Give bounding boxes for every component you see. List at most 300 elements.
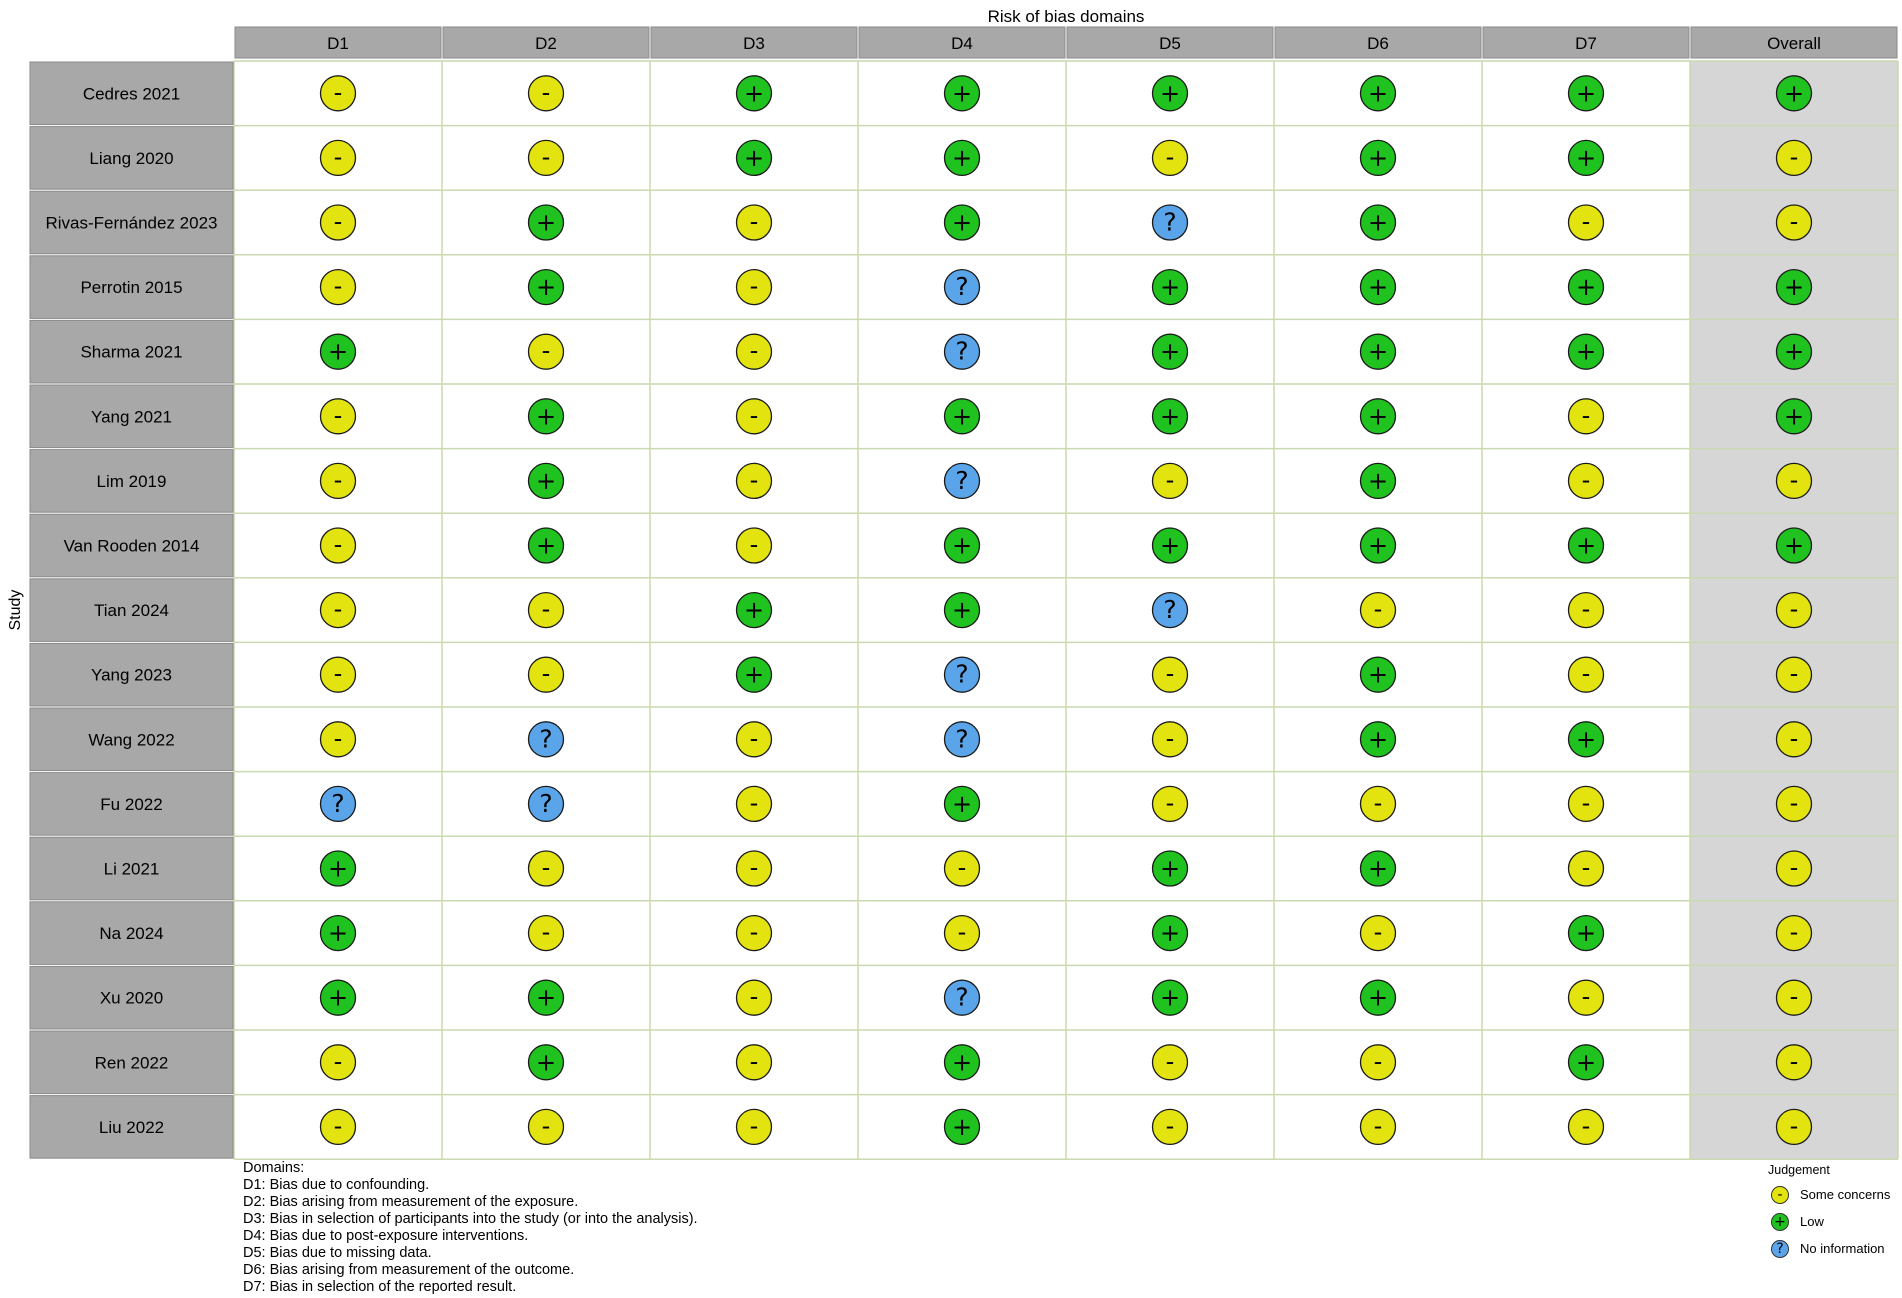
study-label: Liang 2020 <box>89 148 174 168</box>
judgement-symbol: + <box>1783 79 1805 108</box>
study-label: Lim 2019 <box>96 471 167 491</box>
judgement-symbol: + <box>951 1048 973 1077</box>
study-label: Rivas-Fernández 2023 <box>45 213 218 233</box>
judgement-symbol: + <box>327 337 349 366</box>
judgement-low-marker <box>1361 851 1396 886</box>
judgement-symbol: + <box>535 402 557 431</box>
judgement-low-marker <box>1361 76 1396 111</box>
judgement-some-marker <box>1777 205 1812 240</box>
judgement-noinfo-marker <box>321 786 356 821</box>
judgement-some-marker <box>321 205 356 240</box>
judgement-symbol: + <box>535 1048 557 1077</box>
judgement-symbol: - <box>541 659 551 688</box>
judgement-some-marker <box>737 722 772 757</box>
judgement-some-marker <box>1153 1045 1188 1080</box>
judgement-symbol: - <box>333 530 343 559</box>
judgement-symbol: + <box>1159 79 1181 108</box>
judgement-low-marker <box>321 980 356 1015</box>
judgement-symbol: - <box>1581 401 1591 430</box>
judgement-symbol: - <box>541 78 551 107</box>
judgement-low-marker <box>529 205 564 240</box>
judgement-low-marker <box>1777 270 1812 305</box>
judgement-some-marker <box>1777 1045 1812 1080</box>
judgement-some-marker <box>1153 140 1188 175</box>
judgement-some-marker <box>945 916 980 951</box>
judgement-symbol: + <box>535 208 557 237</box>
judgement-symbol: - <box>333 659 343 688</box>
column-header-label: Overall <box>1767 34 1821 53</box>
judgement-low-marker <box>737 140 772 175</box>
judgement-some-marker <box>321 76 356 111</box>
judgement-symbol: - <box>1165 659 1175 688</box>
judgement-some-marker <box>529 851 564 886</box>
judgement-symbol: - <box>1789 982 1799 1011</box>
judgement-symbol: ? <box>955 336 969 366</box>
domain-description: D5: Bias due to missing data. <box>243 1245 432 1261</box>
judgement-some-marker <box>737 463 772 498</box>
study-label: Yang 2021 <box>91 407 172 427</box>
judgement-symbol: + <box>535 466 557 495</box>
judgement-symbol: + <box>1575 79 1597 108</box>
judgement-symbol: - <box>749 853 759 882</box>
judgement-symbol: - <box>333 465 343 494</box>
judgement-symbol: + <box>1367 983 1389 1012</box>
judgement-low-marker <box>1569 916 1604 951</box>
judgement-some-marker <box>737 786 772 821</box>
judgement-symbol: + <box>327 983 349 1012</box>
domain-description: D6: Bias arising from measurement of the outcome. <box>243 1262 575 1278</box>
judgement-low-marker <box>945 786 980 821</box>
judgement-symbol: - <box>1789 918 1799 947</box>
judgement-symbol: - <box>749 401 759 430</box>
judgement-low-marker <box>529 980 564 1015</box>
judgement-symbol: + <box>743 596 765 625</box>
judgement-symbol: + <box>1575 531 1597 560</box>
judgement-symbol: - <box>1789 853 1799 882</box>
judgement-symbol: + <box>1575 273 1597 302</box>
judgement-symbol: - <box>1581 595 1591 624</box>
judgement-some-marker <box>737 851 772 886</box>
judgement-symbol: - <box>749 918 759 947</box>
judgement-low-marker <box>1569 528 1604 563</box>
judgement-low-marker <box>1361 270 1396 305</box>
judgement-low-marker <box>1777 528 1812 563</box>
judgement-low-marker <box>945 399 980 434</box>
judgement-some-marker <box>529 1109 564 1144</box>
judgement-low-marker <box>1777 399 1812 434</box>
judgement-symbol: - <box>1789 788 1799 817</box>
column-header-label: D5 <box>1159 34 1181 53</box>
judgement-some-marker <box>1361 1045 1396 1080</box>
judgement-some-marker <box>321 1045 356 1080</box>
judgement-some-marker <box>1569 786 1604 821</box>
judgement-symbol: + <box>951 531 973 560</box>
judgement-symbol: ? <box>955 272 969 302</box>
judgement-some-marker <box>737 1109 772 1144</box>
judgement-symbol: ? <box>1163 595 1177 625</box>
judgement-low-marker <box>1153 916 1188 951</box>
judgement-some-marker <box>529 657 564 692</box>
judgement-symbol: + <box>743 79 765 108</box>
judgement-symbol: - <box>749 1111 759 1140</box>
judgement-some-marker <box>1569 205 1604 240</box>
judgement-symbol: - <box>541 1111 551 1140</box>
judgement-some-marker <box>321 722 356 757</box>
judgement-symbol: + <box>535 273 557 302</box>
judgement-symbol: - <box>541 336 551 365</box>
judgement-some-marker <box>1777 463 1812 498</box>
judgement-low-marker <box>1153 851 1188 886</box>
judgement-low-marker <box>1361 980 1396 1015</box>
judgement-symbol: + <box>1575 337 1597 366</box>
column-header-label: D1 <box>327 34 349 53</box>
judgement-symbol: - <box>1789 465 1799 494</box>
judgement-symbol: - <box>1165 142 1175 171</box>
judgement-symbol: - <box>1581 465 1591 494</box>
judgement-low-marker <box>1153 980 1188 1015</box>
judgement-low-marker <box>1153 76 1188 111</box>
judgement-symbol: - <box>749 788 759 817</box>
judgement-low-marker <box>321 334 356 369</box>
judgement-low-marker <box>1153 334 1188 369</box>
judgement-symbol: - <box>1789 595 1799 624</box>
judgement-low-marker <box>529 270 564 305</box>
judgement-some-marker <box>1777 786 1812 821</box>
domain-description: D4: Bias due to post-exposure interventions. <box>243 1228 529 1244</box>
judgement-legend-title: Judgement <box>1768 1163 1830 1177</box>
judgement-some-marker <box>1153 722 1188 757</box>
judgement-low-marker <box>529 463 564 498</box>
judgement-symbol: + <box>1575 919 1597 948</box>
judgement-symbol: - <box>957 918 967 947</box>
judgement-symbol: - <box>541 918 551 947</box>
judgement-low-marker <box>1361 399 1396 434</box>
judgement-symbol: + <box>1367 531 1389 560</box>
judgement-symbol: + <box>1159 337 1181 366</box>
study-label: Cedres 2021 <box>82 84 181 104</box>
study-label: Fu 2022 <box>100 794 163 814</box>
judgement-symbol: + <box>743 660 765 689</box>
domain-description: D3: Bias in selection of participants into the study (or into the analysis). <box>243 1211 698 1227</box>
judgement-low-marker <box>1153 399 1188 434</box>
judgement-low-marker <box>529 399 564 434</box>
chart-title: Risk of bias domains <box>987 7 1145 26</box>
judgement-some-marker <box>1153 463 1188 498</box>
judgement-noinfo-marker <box>945 980 980 1015</box>
judgement-low-marker <box>945 1045 980 1080</box>
judgement-low-marker <box>529 528 564 563</box>
judgement-some-marker <box>321 593 356 628</box>
judgement-some-marker <box>1777 722 1812 757</box>
judgement-symbol: - <box>749 1047 759 1076</box>
judgement-symbol: ? <box>955 465 969 495</box>
judgement-some-marker <box>737 1045 772 1080</box>
judgement-symbol: + <box>951 596 973 625</box>
judgement-symbol: + <box>1367 79 1389 108</box>
judgement-symbol: - <box>1165 1111 1175 1140</box>
judgement-symbol: + <box>743 143 765 172</box>
judgement-symbol: + <box>1159 273 1181 302</box>
judgement-symbol: + <box>1159 919 1181 948</box>
judgement-symbol: - <box>749 530 759 559</box>
judgement-symbol: + <box>1783 531 1805 560</box>
judgement-symbol: + <box>1159 402 1181 431</box>
judgement-noinfo-marker <box>529 722 564 757</box>
legend-noinfo-label: No information <box>1800 1241 1885 1256</box>
judgement-symbol: - <box>333 1111 343 1140</box>
judgement-some-marker <box>1153 1109 1188 1144</box>
legend-low-label: Low <box>1800 1214 1824 1229</box>
judgement-symbol: + <box>1575 143 1597 172</box>
column-header-label: D2 <box>535 34 557 53</box>
judgement-some-marker <box>529 334 564 369</box>
judgement-symbol: - <box>1165 1047 1175 1076</box>
judgement-low-marker <box>737 593 772 628</box>
judgement-some-marker <box>1569 980 1604 1015</box>
judgement-low-marker <box>945 205 980 240</box>
judgement-some-marker <box>1569 1109 1604 1144</box>
judgement-low-marker <box>1569 76 1604 111</box>
judgement-symbol: ? <box>955 659 969 689</box>
judgement-low-marker <box>1361 657 1396 692</box>
judgement-symbol: - <box>1165 465 1175 494</box>
judgement-symbol: - <box>749 272 759 301</box>
judgement-some-marker <box>1777 593 1812 628</box>
judgement-low-marker <box>1569 270 1604 305</box>
study-label: Na 2024 <box>99 924 164 944</box>
judgement-some-marker <box>321 140 356 175</box>
judgement-symbol: + <box>1367 402 1389 431</box>
judgement-some-marker <box>737 399 772 434</box>
judgement-symbol: - <box>1581 207 1591 236</box>
judgement-low-marker <box>1569 334 1604 369</box>
judgement-symbol: + <box>951 79 973 108</box>
judgement-symbol: + <box>951 143 973 172</box>
judgement-low-marker <box>1361 528 1396 563</box>
judgement-symbol: + <box>1159 531 1181 560</box>
study-label: Van Rooden 2014 <box>63 536 200 556</box>
judgement-symbol: - <box>1581 853 1591 882</box>
judgement-symbol: - <box>1789 207 1799 236</box>
judgement-some-marker <box>1361 786 1396 821</box>
judgement-low-marker <box>1569 722 1604 757</box>
judgement-noinfo-marker <box>945 463 980 498</box>
judgement-some-marker <box>737 916 772 951</box>
judgement-symbol: + <box>1575 1048 1597 1077</box>
judgement-some-marker <box>945 851 980 886</box>
judgement-noinfo-marker <box>945 722 980 757</box>
judgement-some-marker <box>1777 851 1812 886</box>
judgement-symbol: - <box>1373 1111 1383 1140</box>
judgement-symbol: - <box>1373 1047 1383 1076</box>
judgement-symbol: ? <box>955 724 969 754</box>
judgement-symbol: - <box>333 142 343 171</box>
judgement-some-marker <box>1777 916 1812 951</box>
judgement-some-marker <box>1153 786 1188 821</box>
judgement-some-marker <box>1361 916 1396 951</box>
judgement-low-marker <box>1777 334 1812 369</box>
judgement-symbol: + <box>1159 854 1181 883</box>
judgement-symbol: - <box>957 853 967 882</box>
judgement-symbol: - <box>333 401 343 430</box>
legend-some-icon: - <box>1771 1186 1789 1204</box>
judgement-low-marker <box>945 140 980 175</box>
judgement-symbol: + <box>951 402 973 431</box>
judgement-symbol: - <box>333 1047 343 1076</box>
study-label: Xu 2020 <box>99 988 164 1008</box>
judgement-some-marker <box>1777 980 1812 1015</box>
domain-description: D7: Bias in selection of the reported result. <box>243 1279 517 1295</box>
judgement-symbol: + <box>535 531 557 560</box>
judgement-some-marker <box>1361 1109 1396 1144</box>
judgement-symbol: + <box>1159 983 1181 1012</box>
judgement-low-marker <box>321 916 356 951</box>
judgement-some-marker <box>1569 463 1604 498</box>
judgement-symbol: ? <box>331 788 345 818</box>
judgement-low-marker <box>1153 270 1188 305</box>
judgement-symbol: ? <box>539 788 553 818</box>
judgement-noinfo-marker <box>945 657 980 692</box>
judgement-low-marker <box>1569 140 1604 175</box>
judgement-symbol: - <box>1581 1111 1591 1140</box>
judgement-symbol: - <box>1789 659 1799 688</box>
judgement-some-marker <box>737 205 772 240</box>
judgement-low-marker <box>945 1109 980 1144</box>
judgement-symbol: - <box>1373 595 1383 624</box>
judgement-symbol: + <box>1367 854 1389 883</box>
judgement-symbol: - <box>749 207 759 236</box>
judgement-some-marker <box>737 980 772 1015</box>
domain-description: D1: Bias due to confounding. <box>243 1177 430 1193</box>
judgement-low-marker <box>945 528 980 563</box>
judgement-symbol: - <box>1789 724 1799 753</box>
judgement-some-marker <box>1777 1109 1812 1144</box>
judgement-symbol: - <box>1581 659 1591 688</box>
judgement-symbol: + <box>951 789 973 818</box>
judgement-noinfo-marker <box>529 786 564 821</box>
judgement-symbol: - <box>1789 142 1799 171</box>
judgement-symbol: - <box>749 336 759 365</box>
judgement-noinfo-marker <box>945 334 980 369</box>
y-axis-label: Study <box>7 589 24 631</box>
judgement-some-marker <box>529 76 564 111</box>
column-header-label: D7 <box>1575 34 1597 53</box>
judgement-some-marker <box>1153 657 1188 692</box>
judgement-some-marker <box>321 528 356 563</box>
study-label: Ren 2022 <box>94 1053 169 1073</box>
judgement-some-marker <box>321 463 356 498</box>
judgement-symbol: - <box>1373 918 1383 947</box>
study-label: Perrotin 2015 <box>80 278 183 298</box>
judgement-some-marker <box>321 657 356 692</box>
judgement-low-marker <box>945 593 980 628</box>
judgement-symbol: - <box>749 982 759 1011</box>
legend-some-label: Some concerns <box>1800 1187 1891 1202</box>
judgement-symbol: - <box>541 595 551 624</box>
judgement-noinfo-marker <box>945 270 980 305</box>
judgement-some-marker <box>737 334 772 369</box>
judgement-symbol: - <box>1789 1111 1799 1140</box>
judgement-symbol: - <box>541 142 551 171</box>
judgement-noinfo-marker <box>1153 205 1188 240</box>
judgement-symbol: - <box>333 595 343 624</box>
judgement-some-marker <box>1569 657 1604 692</box>
judgement-some-marker <box>737 528 772 563</box>
judgement-symbol: ? <box>955 982 969 1012</box>
judgement-some-marker <box>1361 593 1396 628</box>
judgement-symbol: - <box>541 853 551 882</box>
judgement-symbol: ? <box>1163 207 1177 237</box>
judgement-some-marker <box>1569 851 1604 886</box>
judgement-some-marker <box>1777 657 1812 692</box>
judgement-low-marker <box>1361 205 1396 240</box>
study-label: Liu 2022 <box>98 1117 165 1137</box>
judgement-low-marker <box>945 76 980 111</box>
judgement-symbol: - <box>1789 1047 1799 1076</box>
judgement-some-marker <box>1777 140 1812 175</box>
judgement-low-marker <box>1361 334 1396 369</box>
study-label: Tian 2024 <box>94 601 169 621</box>
judgement-low-marker <box>737 657 772 692</box>
judgement-symbol: + <box>951 1112 973 1141</box>
study-label: Wang 2022 <box>88 730 175 750</box>
judgement-symbol: - <box>333 207 343 236</box>
judgement-low-marker <box>1361 463 1396 498</box>
judgement-symbol: + <box>535 983 557 1012</box>
judgement-symbol: - <box>1581 788 1591 817</box>
judgement-some-marker <box>1569 593 1604 628</box>
judgement-low-marker <box>1153 528 1188 563</box>
judgement-symbol: - <box>333 272 343 301</box>
domains-title: Domains: <box>243 1160 305 1176</box>
judgement-low-marker <box>737 76 772 111</box>
judgement-symbol: - <box>749 724 759 753</box>
judgement-symbol: ? <box>539 724 553 754</box>
judgement-symbol: + <box>1367 337 1389 366</box>
judgement-symbol: + <box>327 919 349 948</box>
study-label: Li 2021 <box>103 859 160 879</box>
judgement-some-marker <box>529 140 564 175</box>
judgement-symbol: - <box>333 724 343 753</box>
judgement-symbol: + <box>1367 725 1389 754</box>
judgement-some-marker <box>321 1109 356 1144</box>
judgement-symbol: - <box>333 78 343 107</box>
column-header-label: D3 <box>743 34 765 53</box>
judgement-symbol: - <box>749 465 759 494</box>
judgement-symbol: + <box>1367 273 1389 302</box>
judgement-symbol: - <box>1165 724 1175 753</box>
judgement-symbol: + <box>1367 143 1389 172</box>
judgement-symbol: - <box>1165 788 1175 817</box>
judgement-low-marker <box>1569 1045 1604 1080</box>
judgement-symbol: - <box>1581 982 1591 1011</box>
judgement-some-marker <box>737 270 772 305</box>
judgement-symbol: + <box>1575 725 1597 754</box>
judgement-low-marker <box>321 851 356 886</box>
judgement-symbol: + <box>327 854 349 883</box>
judgement-low-marker <box>1361 722 1396 757</box>
study-label: Sharma 2021 <box>80 342 183 362</box>
judgement-some-marker <box>529 593 564 628</box>
column-header-label: D4 <box>951 34 973 53</box>
judgement-symbol: + <box>951 208 973 237</box>
study-label: Yang 2023 <box>91 665 172 685</box>
judgement-low-marker <box>1777 76 1812 111</box>
judgement-symbol: + <box>1367 466 1389 495</box>
judgement-symbol: + <box>1783 402 1805 431</box>
judgement-symbol: + <box>1783 337 1805 366</box>
judgement-some-marker <box>529 916 564 951</box>
